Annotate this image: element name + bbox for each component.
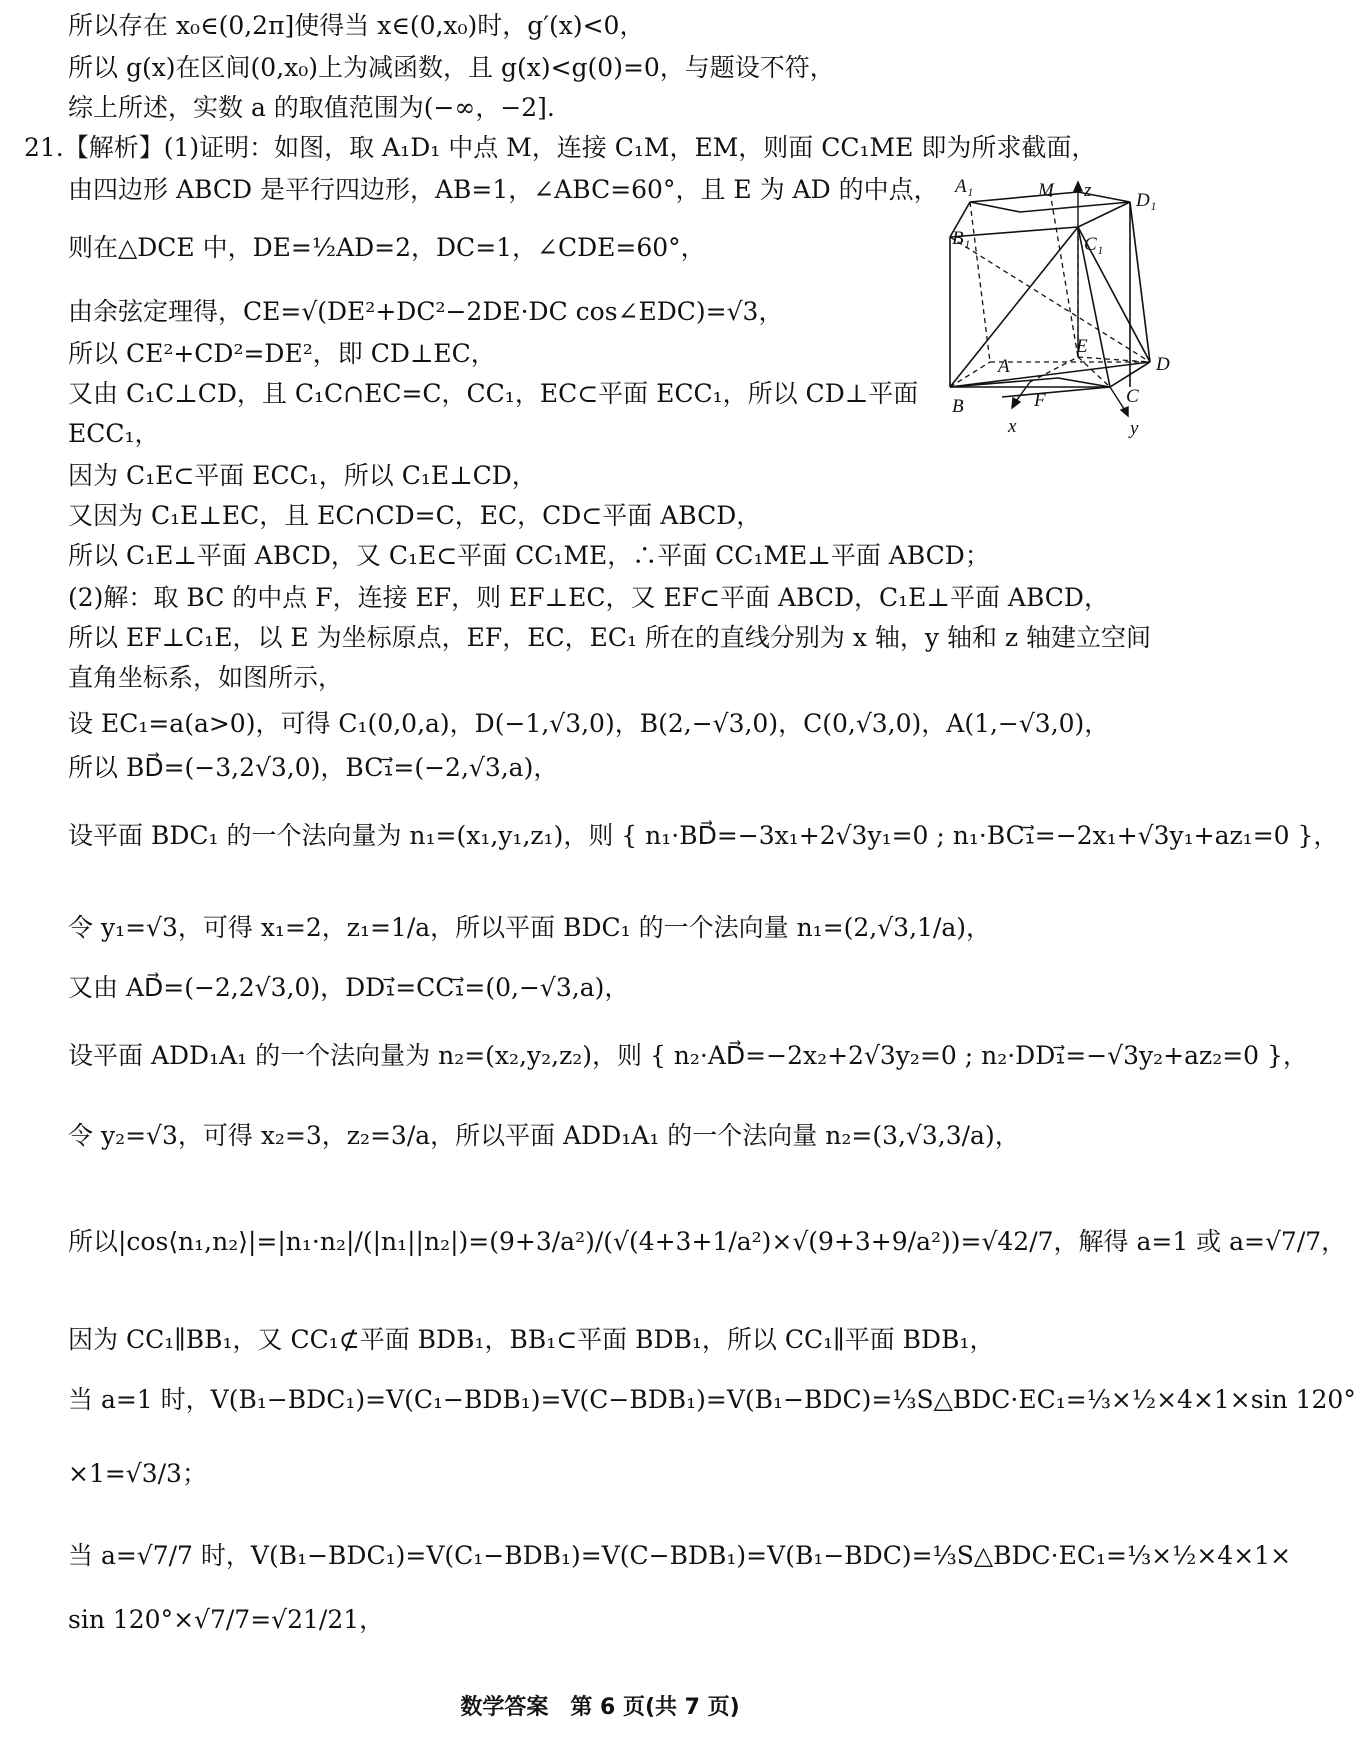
solution-line: 由四边形 ABCD 是平行四边形，AB=1，∠ABC=60°，且 E 为 AD 的中点， (68, 175, 939, 204)
axis-x-arrow (1012, 398, 1020, 408)
solution-line: (2)解：取 BC 的中点 F，连接 EF，则 EF⊥EC，又 EF⊂平面 ABCD，C₁E⊥平面 ABCD， (68, 583, 1109, 612)
solution-line: 所以 BD⃗=(−3,2√3,0)，BC₁⃗=(−2,√3,a)， (68, 753, 559, 782)
solution-line: 21.【解析】(1)证明：如图，取 A₁D₁ 中点 M，连接 C₁M，EM，则面 CC₁ME 即为所求截面， (24, 133, 1097, 162)
solution-line: 又因为 C₁E⊥EC，且 EC∩CD=C，EC，CD⊂平面 ABCD， (68, 501, 762, 530)
solution-line: 又由 AD⃗=(−2,2√3,0)，DD₁⃗=CC₁⃗=(0,−√3,a)， (68, 973, 630, 1002)
label-a1: A₁ (955, 176, 974, 197)
solution-line: 当 a=√7/7 时，V(B₁−BDC₁)=V(C₁−BDB₁)=V(C−BDB₁)=V(B₁−BDC)=⅓S△BDC·EC₁=⅓×½×4×1× (68, 1541, 1292, 1570)
label-y: y (1130, 418, 1139, 439)
solution-line: 因为 CC₁∥BB₁，又 CC₁⊄平面 BDB₁，BB₁⊂平面 BDB₁，所以 CC₁∥平面 BDB₁， (68, 1325, 995, 1354)
label-m: M (1038, 180, 1054, 201)
solution-line: 设平面 ADD₁A₁ 的一个法向量为 n₂=(x₂,y₂,z₂)，则 { n₂·AD⃗=−2x₂+2√3y₂=0 ; n₂·DD₁⃗=−√3y₂+az₂=0 }， (68, 1041, 1308, 1070)
label-z: z (1084, 180, 1092, 201)
solution-line: 又由 C₁C⊥CD，且 C₁C∩EC=C，CC₁，EC⊂平面 ECC₁，所以 CD⊥平面 (68, 379, 919, 408)
label-d1: D₁ (1136, 190, 1157, 211)
solution-line: 所以 CE²+CD²=DE²，即 CD⊥EC， (68, 339, 496, 368)
solution-line: 所以存在 x₀∈(0,2π]使得当 x∈(0,x₀)时，g′(x)<0， (68, 11, 645, 40)
solution-line: ×1=√3/3； (68, 1459, 207, 1488)
edge-bc1 (950, 227, 1078, 387)
solution-line: 所以 EF⊥C₁E，以 E 为坐标原点，EF，EC，EC₁ 所在的直线分别为 x 轴，y 轴和 z 轴建立空间 (68, 623, 1152, 652)
label-c1: C₁ (1084, 234, 1104, 255)
solution-line: 综上所述，实数 a 的取值范围为(−∞，−2]. (68, 93, 555, 122)
axis-y-arrow (1121, 407, 1128, 416)
solution-line: 直角坐标系，如图所示， (68, 663, 344, 692)
label-b1: B₁ (952, 228, 971, 249)
axis-z-arrow (1074, 182, 1082, 191)
solution-line: 设平面 BDC₁ 的一个法向量为 n₁=(x₁,y₁,z₁)，则 { n₁·BD⃗=−3x₁+2√3y₁=0 ; n₁·BC₁⃗=−2x₁+√3y₁+az₁=0 }， (68, 821, 1339, 850)
solution-line: 所以|cos⟨n₁,n₂⟩|=|n₁·n₂|/(|n₁||n₂|)=(9+3/a²)/(√(4+3+1/a²)×√(9+3+9/a²))=√42/7，解得 a=1 或 a=√7/7， (68, 1227, 1347, 1256)
solution-line: 由余弦定理得，CE=√(DE²+DC²−2DE·DC cos∠EDC)=√3， (68, 297, 784, 326)
solution-line: ECC₁， (68, 419, 160, 448)
edge-ed-hidden (1078, 357, 1150, 362)
label-x: x (1008, 416, 1017, 437)
solution-line: 令 y₂=√3，可得 x₂=3，z₂=3/a，所以平面 ADD₁A₁ 的一个法向量 n₂=(3,√3,3/a)， (68, 1121, 1020, 1150)
label-b: B (952, 396, 964, 417)
solution-line: sin 120°×√7/7=√21/21， (68, 1605, 385, 1634)
solution-line: 当 a=1 时，V(B₁−BDC₁)=V(C₁−BDB₁)=V(C−BDB₁)=V(B₁−BDC)=⅓S△BDC·EC₁=⅓×½×4×1×sin 120° (68, 1385, 1356, 1414)
solution-line: 设 EC₁=a(a>0)，可得 C₁(0,0,a)，D(−1,√3,0)，B(2,−√3,0)，C(0,√3,0)，A(1,−√3,0)， (68, 709, 1110, 738)
solution-line: 则在△DCE 中，DE=½AD=2，DC=1，∠CDE=60°， (68, 233, 706, 262)
edge-aa1-hidden (970, 202, 990, 362)
solution-line: 令 y₁=√3，可得 x₁=2，z₁=1/a，所以平面 BDC₁ 的一个法向量 n₁=(2,√3,1/a)， (68, 913, 992, 942)
page-footer: 数学答案 第 6 页(共 7 页) (460, 1695, 740, 1720)
edge-b1d-hidden (950, 237, 1150, 362)
label-e: E (1076, 336, 1088, 357)
edge-me-hidden (1050, 192, 1078, 357)
solution-line: 所以 C₁E⊥平面 ABCD，又 C₁E⊂平面 CC₁ME，∴平面 CC₁ME⊥平面 ABCD； (68, 541, 990, 570)
geometry-figure (950, 176, 1180, 442)
solution-line: 所以 g(x)在区间(0,x₀)上为减函数，且 g(x)<g(0)=0，与题设不符， (68, 53, 835, 82)
label-d: D (1156, 354, 1170, 375)
label-c: C (1126, 386, 1139, 407)
prism-diagram (950, 176, 1180, 442)
edge-d1d (1130, 202, 1150, 362)
label-f: F (1034, 390, 1046, 411)
edge-bd (950, 362, 1150, 387)
label-a: A (998, 356, 1010, 377)
solution-line: 因为 C₁E⊂平面 ECC₁，所以 C₁E⊥CD， (68, 461, 537, 490)
